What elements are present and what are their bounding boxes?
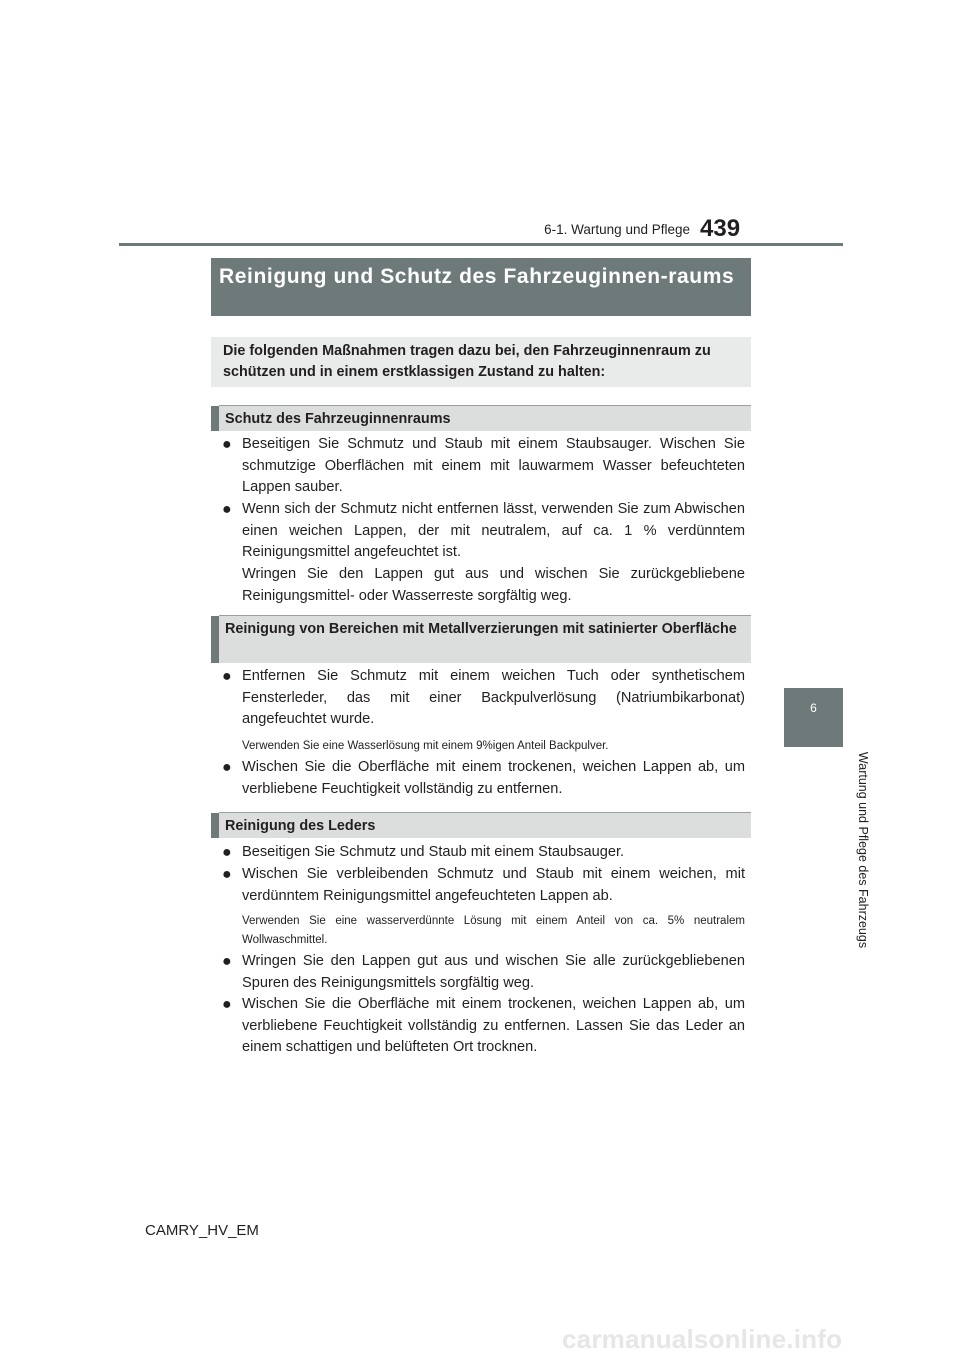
list-item-text: Beseitigen Sie Schmutz und Staub mit einem Staubsauger. Wischen Sie schmutzige Oberflächen mit einem mit lauwarmem Wasser befeuchteten Lappen sauber. [242,436,745,495]
page-number: 439 [700,215,741,242]
bullet-icon: ● [222,759,232,776]
bullet-icon: ● [222,844,232,861]
bullet-icon: ● [222,501,232,518]
list-item [222,864,745,907]
document-code: CAMRY_HV_EM [145,1222,259,1239]
list-item [222,757,745,800]
note-text: Verwenden Sie eine Wasserlösung mit einem 9%igen Anteil Backpulver. [242,740,609,752]
header-divider [119,243,843,246]
list-item-continuation [222,564,745,607]
list-item [222,994,745,1059]
bullet-icon: ● [222,668,232,685]
intro-box [211,337,751,387]
list-item [222,842,745,864]
list-item [222,499,745,564]
list-item-text: Entfernen Sie Schmutz mit einem weichen Tuch oder synthetischem Fensterleder, das mit einer Backpulverlösung (Natriumbikarbonat) angefeuchtet wurde. [242,668,745,727]
list-item-text: Beseitigen Sie Schmutz und Staub mit einem Staubsauger. [242,844,625,860]
title-banner [211,258,751,316]
list-item-text: Wringen Sie den Lappen gut aus und wischen Sie zurückgebliebene Reinigungsmittel- oder Wasserreste sorgfältig weg. [242,566,745,604]
section-heading [211,616,751,663]
section-heading [211,406,751,431]
list-item [222,666,745,731]
bullet-icon: ● [222,436,232,453]
bullet-icon: ● [222,866,232,883]
watermark: carmanualsonline.info [562,1324,843,1354]
list-item-text: Wringen Sie den Lappen gut aus und wischen Sie alle zurückgebliebenen Spuren des Reinigungsmittels sorgfältig weg. [242,953,745,991]
list-item [222,951,745,994]
note-text: Verwenden Sie eine wasserverdünnte Lösung mit einem Anteil von ca. 5% neutralem Wollwaschmittel. [242,915,745,946]
bullet-icon: ● [222,953,232,970]
section-heading-text: Reinigung von Bereichen mit Metallverzierungen mit satinierter Oberfläche [225,621,737,637]
section-heading-text: Reinigung des Leders [225,818,376,834]
list-item-text: Wischen Sie die Oberfläche mit einem trockenen, weichen Lappen ab, um verbliebene Feuchtigkeit vollständig zu entfernen. [242,759,745,797]
section-heading-text: Schutz des Fahrzeuginnenraums [225,411,451,427]
chapter-tab [784,688,843,747]
list-item-text: Wischen Sie die Oberfläche mit einem trockenen, weichen Lappen ab, um verbliebene Feuchtigkeit vollständig zu entfernen. Lassen Sie das Leder an einem schattigen und belüfteten Ort trocknen. [242,996,745,1055]
section-heading [211,813,751,838]
chapter-title-vertical: Wartung und Pflege des Fahrzeugs [856,751,870,949]
section-header: 6-1. Wartung und Pflege [544,222,690,237]
bullet-icon: ● [222,996,232,1013]
list-item-text: Wischen Sie verbleibenden Schmutz und Staub mit einem weichen, mit verdünntem Reinigungsmittel angefeuchteten Lappen ab. [242,866,745,904]
intro-text: Die folgenden Maßnahmen tragen dazu bei, den Fahrzeuginnenraum zu schützen und in einem erstklassigen Zustand zu halten: [223,343,711,380]
list-item-text: Wenn sich der Schmutz nicht entfernen lässt, verwenden Sie zum Abwischen einen weichen Lappen, der mit neutralem, auf ca. 1 % verdünntem Reinigungsmittel angefeuchtet ist. [242,501,745,560]
chapter-number: 6 [810,701,817,715]
list-item [222,434,745,499]
page-title: Reinigung und Schutz des Fahrzeuginnen-raums [219,265,735,288]
